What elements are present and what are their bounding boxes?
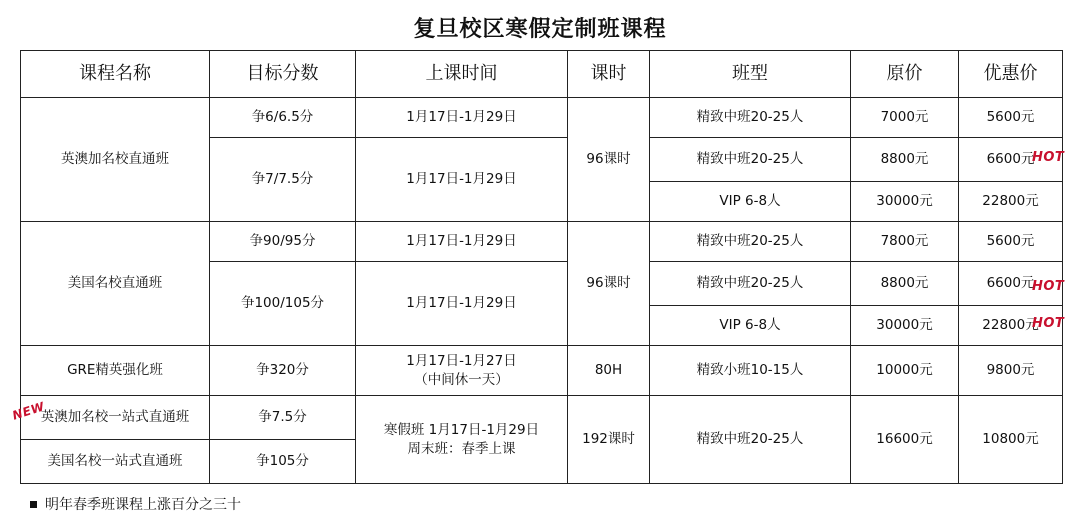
table-row — [21, 396, 1063, 440]
class-time: 1月17日-1月29日 — [356, 262, 568, 346]
class-time: 1月17日-1月29日 — [356, 222, 568, 262]
target-score: 争100/105分 — [210, 262, 356, 346]
sale-price: 22800元 — [959, 306, 1063, 346]
header-target-score: 目标分数 — [210, 51, 356, 98]
course-name: 英澳加名校一站式直通班 — [21, 396, 210, 440]
original-price: 7800元 — [851, 222, 959, 262]
new-tag: NEW — [10, 399, 47, 423]
target-score: 争105分 — [210, 440, 356, 484]
hot-tag: HOT — [1032, 316, 1065, 331]
class-type: 精致小班10-15人 — [650, 346, 851, 396]
course-hours: 192课时 — [568, 396, 650, 484]
target-score: 争7/7.5分 — [210, 138, 356, 222]
original-price: 30000元 — [851, 182, 959, 222]
header-original-price: 原价 — [851, 51, 959, 98]
class-type: 精致中班20-25人 — [650, 222, 851, 262]
course-hours: 80H — [568, 346, 650, 396]
class-type: 精致中班20-25人 — [650, 262, 851, 306]
sale-price: 5600元 — [959, 98, 1063, 138]
header-class-time: 上课时间 — [356, 51, 568, 98]
class-time: 1月17日-1月29日 — [356, 98, 568, 138]
table-row — [21, 98, 1063, 138]
class-type: 精致中班20-25人 — [650, 396, 851, 484]
table-header-row — [21, 51, 1063, 98]
header-class-type: 班型 — [650, 51, 851, 98]
class-time-line1: 1月17日-1月27日 — [406, 353, 517, 370]
header-course-name: 课程名称 — [21, 51, 210, 98]
class-time-line2: （中间休一天） — [414, 371, 509, 388]
table-row — [21, 346, 1063, 396]
header-hours: 课时 — [568, 51, 650, 98]
course-table — [20, 50, 1063, 484]
sale-price: 22800元 — [959, 182, 1063, 222]
header-sale-price: 优惠价 — [959, 51, 1063, 98]
original-price: 16600元 — [851, 396, 959, 484]
class-type: VIP 6-8人 — [650, 306, 851, 346]
sale-price: 10800元 — [959, 396, 1063, 484]
class-type: 精致中班20-25人 — [650, 98, 851, 138]
class-time-line2: 周末班：春季上课 — [407, 440, 516, 457]
page-title: 复旦校区寒假定制班课程 — [413, 17, 667, 42]
target-score: 争320分 — [210, 346, 356, 396]
class-time — [356, 396, 568, 484]
class-type: 精致中班20-25人 — [650, 138, 851, 182]
class-time: 1月17日-1月29日 — [356, 138, 568, 222]
original-price: 7000元 — [851, 98, 959, 138]
course-name: 英澳加名校直通班 — [21, 98, 210, 222]
footnote — [30, 494, 241, 514]
footnote-text: 明年春季班课程上涨百分之三十 — [45, 497, 241, 513]
class-type: VIP 6-8人 — [650, 182, 851, 222]
target-score: 争6/6.5分 — [210, 98, 356, 138]
class-time-line1: 寒假班 1月17日-1月29日 — [383, 422, 540, 439]
course-name: 美国名校直通班 — [21, 222, 210, 346]
bullet-square-icon — [30, 501, 37, 508]
table-row — [21, 222, 1063, 262]
target-score: 争90/95分 — [210, 222, 356, 262]
class-time — [356, 346, 568, 396]
target-score: 争7.5分 — [210, 396, 356, 440]
sale-price: 6600元 — [959, 138, 1063, 182]
hot-tag: HOT — [1032, 150, 1065, 165]
original-price: 8800元 — [851, 138, 959, 182]
course-name: 美国名校一站式直通班 — [21, 440, 210, 484]
original-price: 30000元 — [851, 306, 959, 346]
sale-price: 6600元 — [959, 262, 1063, 306]
hot-tag: HOT — [1032, 279, 1065, 294]
course-hours: 96课时 — [568, 222, 650, 346]
course-hours: 96课时 — [568, 98, 650, 222]
sale-price: 9800元 — [959, 346, 1063, 396]
original-price: 10000元 — [851, 346, 959, 396]
sale-price: 5600元 — [959, 222, 1063, 262]
course-name: GRE精英强化班 — [21, 346, 210, 396]
original-price: 8800元 — [851, 262, 959, 306]
